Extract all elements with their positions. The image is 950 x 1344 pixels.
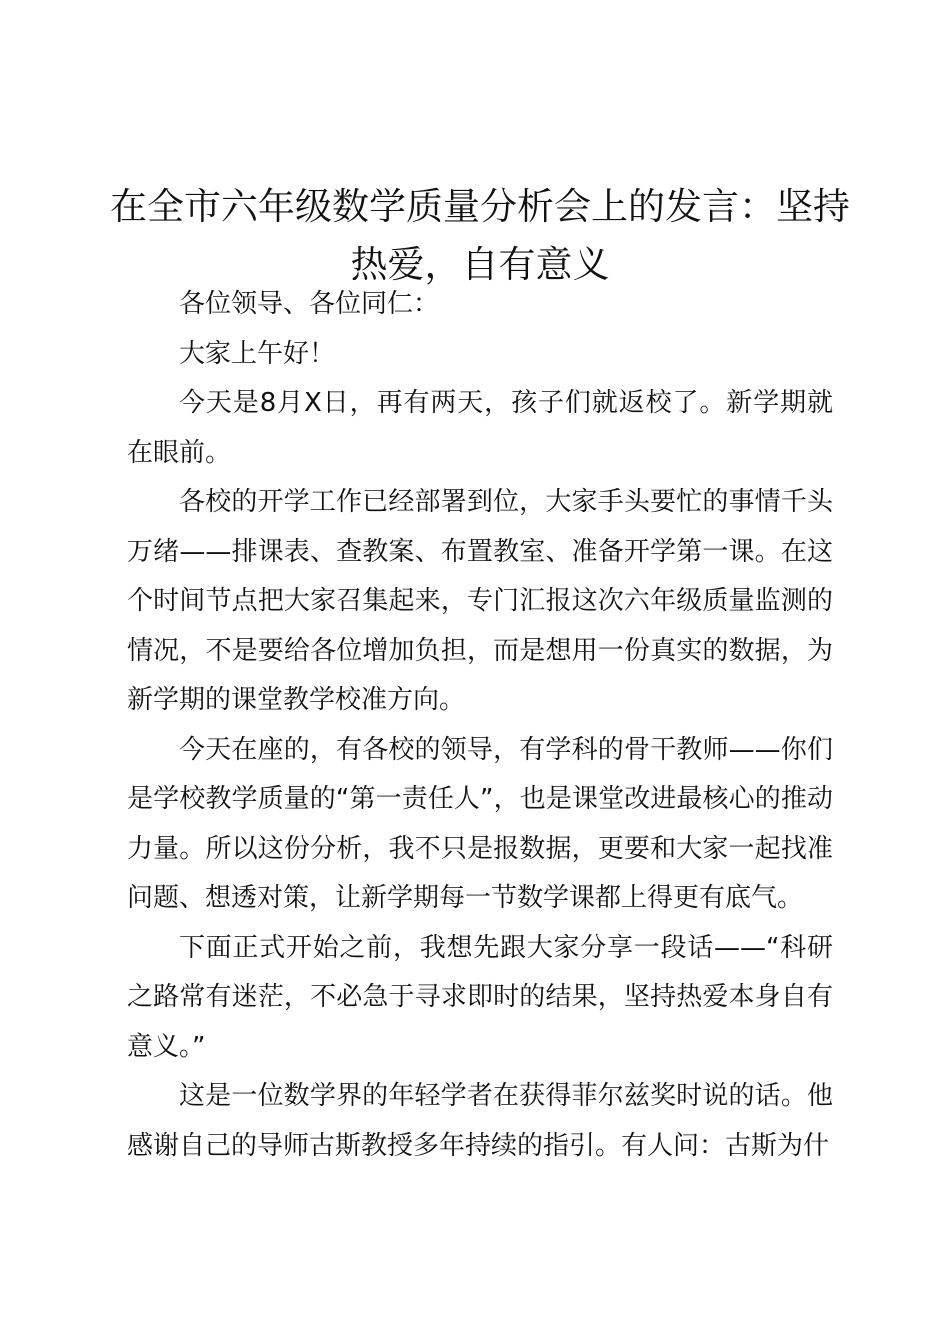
title-line-2: 热爱，自有意义 <box>350 243 610 286</box>
paragraph-story: 这是一位数学界的年轻学者在获得菲尔兹奖时说的话。他感谢自己的导师古斯教授多年持续的指引。有人问：古斯为什 <box>127 1081 833 1161</box>
paragraph-greeting: 大家上午好！ <box>179 338 336 369</box>
paragraph-audience: 今天在座的，有各校的领导，有学科的骨干教师——你们是学校教学质量的“第一责任人”，也是课堂改进最核心的推动力量。所以这份分析，我不只是报数据，更要和大家一起找准问题、想透对策，让新学期每一节数学课都上得更有底气。 <box>127 734 833 913</box>
document-body <box>127 280 833 1171</box>
paragraph-salutation: 各位领导、各位同仁： <box>179 289 440 319</box>
document-title <box>110 178 850 294</box>
paragraph-purpose: 各校的开学工作已经部署到位，大家手头要忙的事情千头万绪——排课表、查教案、布置教室、准备开学第一课。在这个时间节点把大家召集起来，专门汇报这次六年级质量监测的情况，不是要给各位增加负担，而是想用一份真实的数据，为新学期的课堂教学校准方向。 <box>127 487 833 715</box>
title-line-1: 在全市六年级数学质量分析会上的发言：坚持 <box>110 185 850 228</box>
paragraph-quote: 下面正式开始之前，我想先跟大家分享一段话——“科研之路常有迷茫，不必急于寻求即时的结果，坚持热爱本身自有意义。” <box>127 932 833 1062</box>
paragraph-date: 今天是8月X日，再有两天，孩子们就返校了。新学期就在眼前。 <box>127 388 833 468</box>
